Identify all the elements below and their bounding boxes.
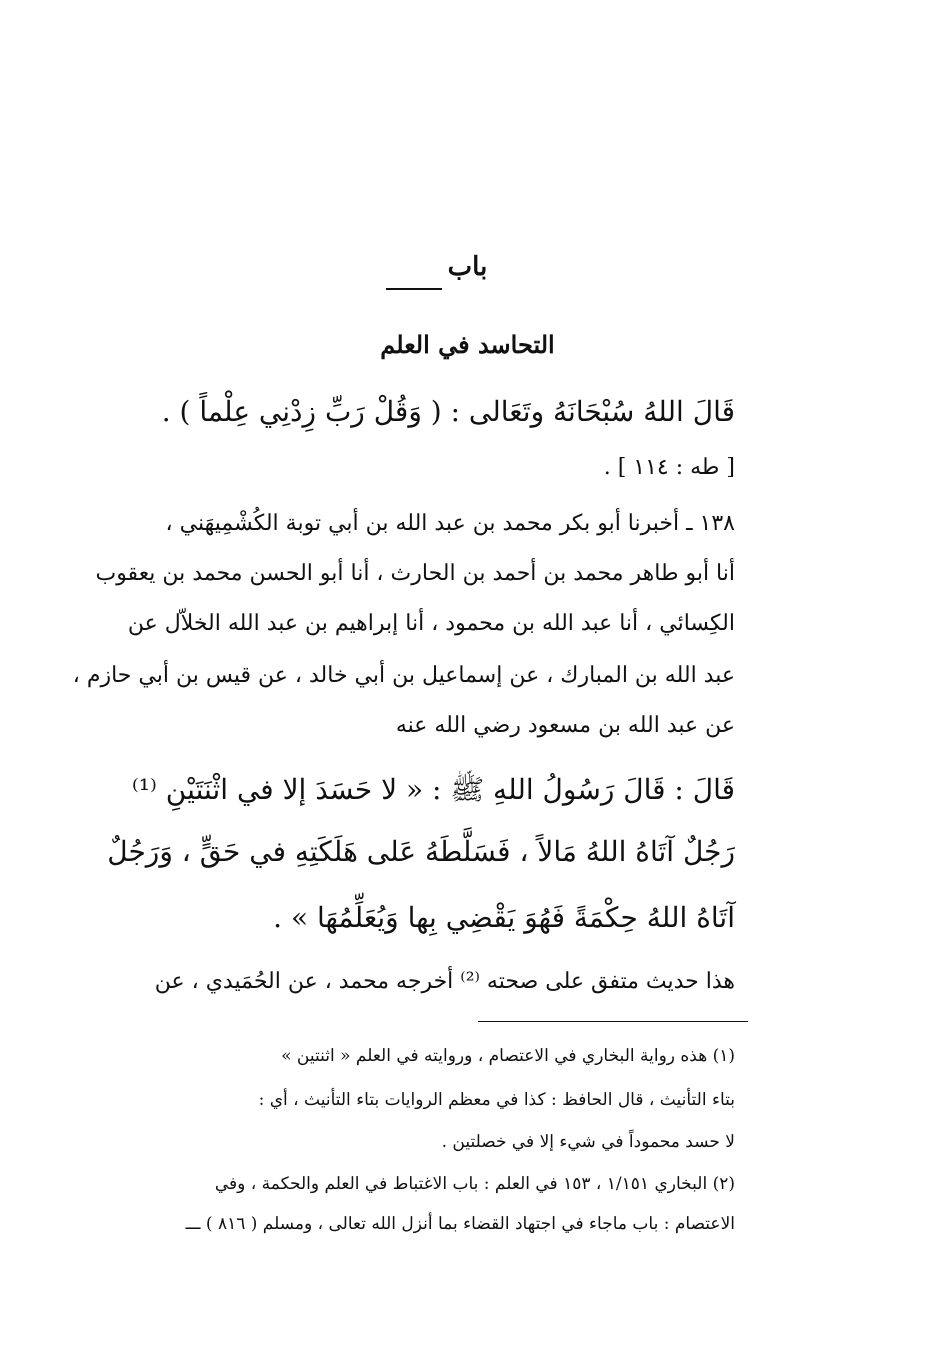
isnad-line-2: أنا أبو طاهر محمد بن أحمد بن الحارث ، أنا أبو الحسن محمد بن يعقوب: [95, 561, 735, 586]
footnote-1-line-2: بتاء التأنيث ، قال الحافظ : كذا في معظم الروايات بتاء التأنيث ، أي :: [258, 1090, 735, 1110]
isnad-line-1: ١٣٨ ـ أخبرنا أبو بكر محمد بن عبد الله بن أبي توبة الكُشْمِيهَني ،: [165, 511, 735, 536]
footnote-2-line-2: الاعتصام : باب ماجاء في اجتهاد القضاء بما أنزل الله تعالى ، ومسلم ( ٨١٦ ) ـــ: [185, 1214, 735, 1234]
hadith-line-3: آتَاهُ اللهُ حِكْمَةً فَهُوَ يَقْضِي بِها وَيُعَلِّمُهَا » .: [273, 901, 735, 934]
heading-underline: [386, 288, 442, 290]
isnad-line-4: عبد الله بن المبارك ، عن إسماعيل بن أبي خالد ، عن قيس بن أبي حازم ،: [72, 663, 735, 688]
quran-reference: [ طه : ١١٤ ] .: [603, 455, 735, 480]
hadith-line-1: قَالَ : قَالَ رَسُولُ اللهِ ﷺ : « لا حَسَدَ إلا في اثْنَتَيْنِ ⁽¹⁾: [131, 773, 735, 806]
isnad-line-3: الكِسائي ، أنا عبد الله بن محمود ، أنا إبراهيم بن عبد الله الخلاّل عن: [127, 611, 735, 636]
footnote-1-line-3: لا حسد محموداً في شيء إلا في خصلتين .: [441, 1132, 735, 1152]
footnote-2-line-1: (٢) البخاري ١/١٥١ ، ١٥٣ في العلم : باب الاغتباط في العلم والحكمة ، وفي: [214, 1174, 735, 1194]
chapter-heading: باب: [447, 252, 488, 282]
hadith-line-2: رَجُلٌ آتَاهُ اللهُ مَالاً ، فَسَلَّطَهُ عَلى هَلَكَتِهِ في حَقٍّ ، وَرَجُلٌ: [107, 835, 735, 868]
footnote-1-line-1: (١) هذه رواية البخاري في الاعتصام ، وروايته في العلم « اثنتين »: [281, 1046, 735, 1066]
closing-line: هذا حديث متفق على صحته ⁽²⁾ أخرجه محمد ، عن الحُمَيدي ، عن: [154, 969, 735, 994]
quran-verse-line-1: قَالَ اللهُ سُبْحَانَهُ وتَعَالى : ( وَقُلْ رَبِّ زِدْنِي عِلْماً ) .: [161, 395, 735, 428]
chapter-subtitle: التحاسد في العلم: [380, 330, 555, 359]
isnad-line-5: عن عبد الله بن مسعود رضي الله عنه: [395, 713, 735, 738]
footnote-separator: [478, 1021, 748, 1022]
